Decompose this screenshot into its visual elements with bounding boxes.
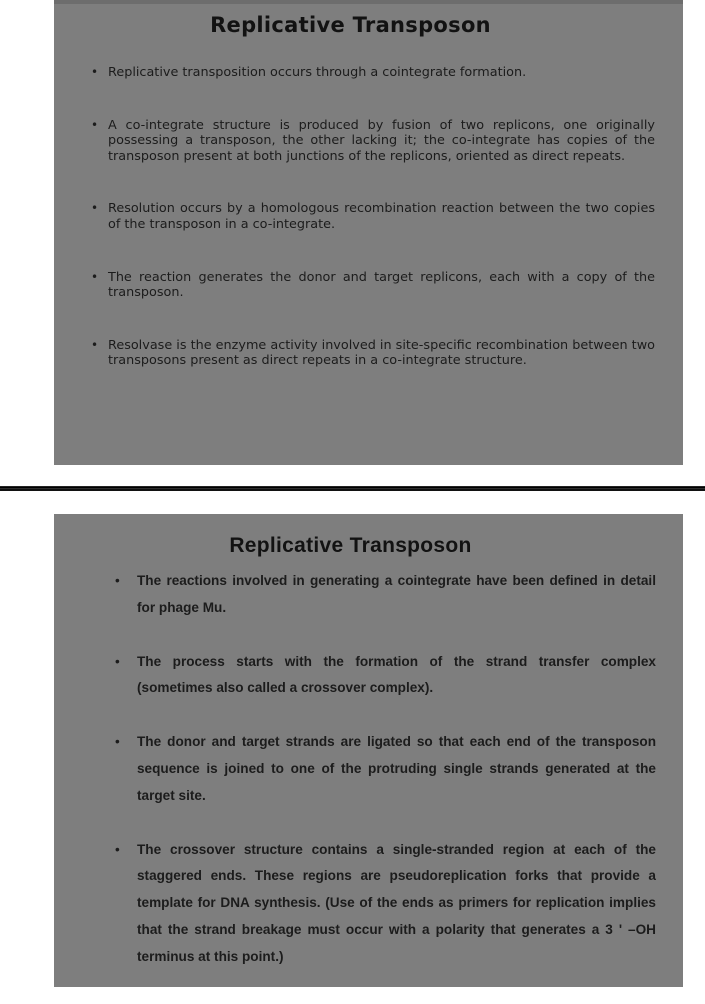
list-item — [115, 649, 656, 703]
slide-2-bullet-list — [54, 568, 683, 971]
bullet-text: The reactions involved in generating a cointegrate have been defined in detail for phage Mu. — [137, 573, 656, 615]
bullet-icon: • — [91, 337, 99, 352]
slide-1-bullet-list — [54, 65, 683, 369]
list-item — [115, 568, 656, 622]
bullet-icon: • — [115, 573, 120, 588]
slide-1-title: Replicative Transposon — [210, 13, 491, 37]
list-item — [115, 837, 656, 971]
bullet-text: The process starts with the formation of the strand transfer complex (sometimes also called a crossover complex). — [137, 653, 656, 696]
list-item — [91, 270, 655, 301]
bullet-icon: • — [91, 117, 99, 132]
bullet-icon: • — [115, 653, 120, 669]
bullet-text: Resolvase is the enzyme activity involved in site-specific recombination between two transposons present as direct repeats in a co-integrate structure. — [108, 337, 655, 369]
bullet-icon: • — [91, 269, 99, 284]
bullet-text: Resolution occurs by a homologous recombination reaction between the two copies of the transposon in a co-integrate. — [108, 201, 655, 232]
list-item — [115, 729, 656, 809]
bullet-icon: • — [115, 734, 120, 750]
bullet-text: A co-integrate structure is produced by fusion of two replicons, one originally possessing a transposon, the other lacking it; the co-integrate has copies of the transposon present at both junctions of the replicons, oriented as direct repeats. — [108, 117, 655, 164]
bullet-icon: • — [91, 65, 99, 79]
bullet-text: The donor and target strands are ligated so that each end of the transposon sequence is joined to one of the protruding single strands generated at the target site. — [137, 734, 656, 803]
slide-2-replicative-transposon — [54, 514, 683, 987]
bullet-text: The crossover structure contains a single-stranded region at each of the staggered ends. These regions are pseudoreplication forks that provide a template for DNA synthesis. (Use of the ends as primers for replication implies that the strand breakage must occur with a polarity that generates a 3 ' –OH terminus at this point.) — [137, 841, 656, 964]
slide-divider-rule — [0, 486, 705, 491]
list-item — [91, 201, 655, 232]
list-item — [91, 338, 655, 369]
bullet-icon: • — [115, 841, 120, 857]
bullet-icon: • — [91, 201, 99, 216]
slide-1-replicative-transposon — [54, 0, 683, 465]
slide-2-title: Replicative Transposon — [229, 534, 472, 557]
list-item — [91, 118, 655, 165]
bullet-text: The reaction generates the donor and target replicons, each with a copy of the transposon. — [108, 269, 655, 301]
bullet-text: Replicative transposition occurs through a cointegrate formation. — [108, 65, 527, 80]
list-item — [91, 65, 655, 81]
